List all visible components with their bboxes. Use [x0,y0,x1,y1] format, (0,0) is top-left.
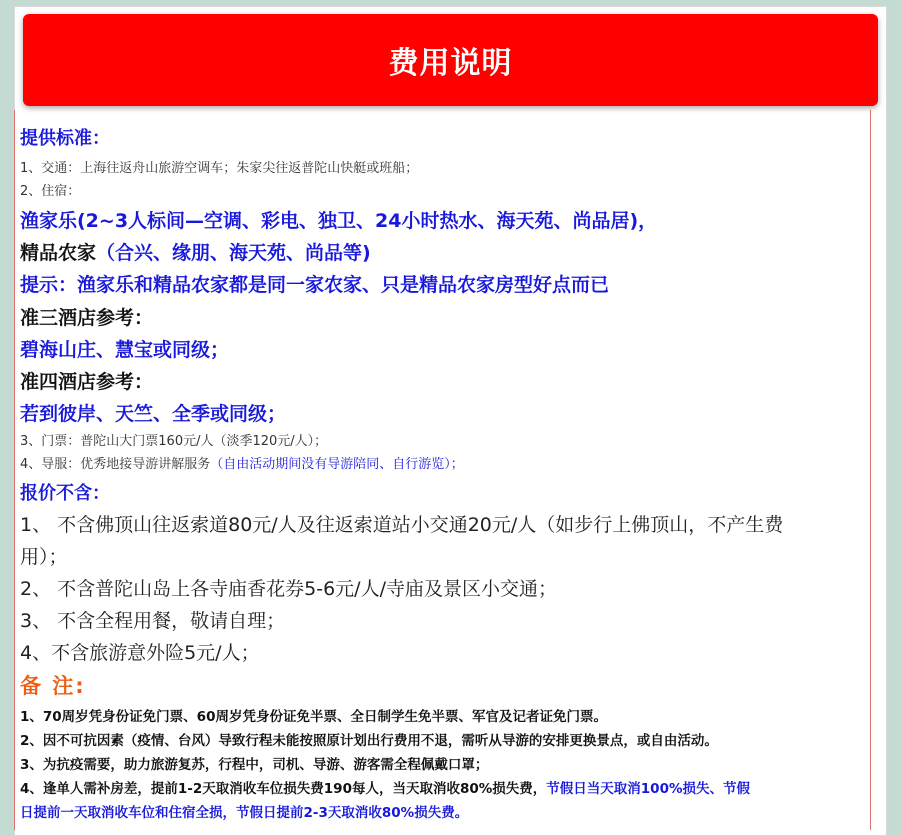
four-star-heading: 准四酒店参考： [20,371,154,393]
three-star-heading: 准三酒店参考： [20,307,154,329]
jingpin-paren: （合兴、缘朋、海天苑、尚品等) [96,242,371,264]
page-title: 费用说明 [23,14,878,106]
note-4-holiday: 节假日当天取消100%损失、节假 [546,781,750,797]
transport-text: 1、交通：上海往返舟山旅游空调车；朱家尖往返普陀山快艇或班船； [20,161,419,176]
yujiale-text [20,206,657,233]
exclude-item-4: 4、不含旅游意外险5元/人； [20,642,260,664]
exclude-item-2: 2、 不含普陀山岛上各寺庙香花券5-6元/人/寺庙及景区小交通； [20,578,557,600]
guide-text [20,453,464,472]
yujiale-label: 渔家乐(2~3人标间—空调、彩电、独卫、24小时热水、海天苑、尚品居)， [20,210,658,232]
provide-heading: 提供标准： [20,128,110,149]
note-4a [20,777,750,797]
note-2: 2、因不可抗因素（疫情、台风）导致行程未能按照原计划出行费用不退，需听从导游的安排更换景点，或自由活动。 [20,733,718,749]
exclude-item-1a: 1、 不含佛顶山往返索道80元/人及往返索道站小交通20元/人（如步行上佛顶山，不产生费 [20,514,784,536]
note-3: 3、为抗疫需要，助力旅游复苏，行程中，司机、导游、游客需全程佩戴口罩； [20,757,489,773]
ticket-text: 3、门票：普陀山大门票160元/人（淡季120元/人）； [20,434,328,449]
three-star-list: 碧海山庄、慧宝或同级； [20,339,230,361]
lodging-label: 2、住宿： [20,184,81,199]
notes-heading: 备 注: [20,674,86,698]
jingpin-text [20,238,371,265]
four-star-list: 若到彼岸、天竺、全季或同级； [20,403,287,425]
note-4-text: 4、逢单人需补房差，提前1-2天取消收车位损失费190每人，当天取消收80%损失费， [20,781,547,797]
tip-text: 提示：渔家乐和精品农家都是同一家农家、只是精品农家房型好点而已 [20,274,610,296]
guide-note: （自由活动期间没有导游陪同、自行游览）； [210,457,464,472]
guide-label: 4、导服：优秀地接导游讲解服务 [20,457,211,472]
exclude-item-3: 3、 不含全程用餐，敬请自理； [20,610,286,632]
exclude-heading: 报价不含： [20,483,110,504]
note-1: 1、70周岁凭身份证免门票、60周岁凭身份证免半票、全日制学生免半票、军官及记者证免门票。 [20,709,607,725]
jingpin-label: 精品农家 [20,242,97,264]
note-4b: 日提前一天取消收车位和住宿全损，节假日提前2-3天取消收80%损失费。 [20,805,469,821]
exclude-item-1b: 用）； [20,546,68,568]
